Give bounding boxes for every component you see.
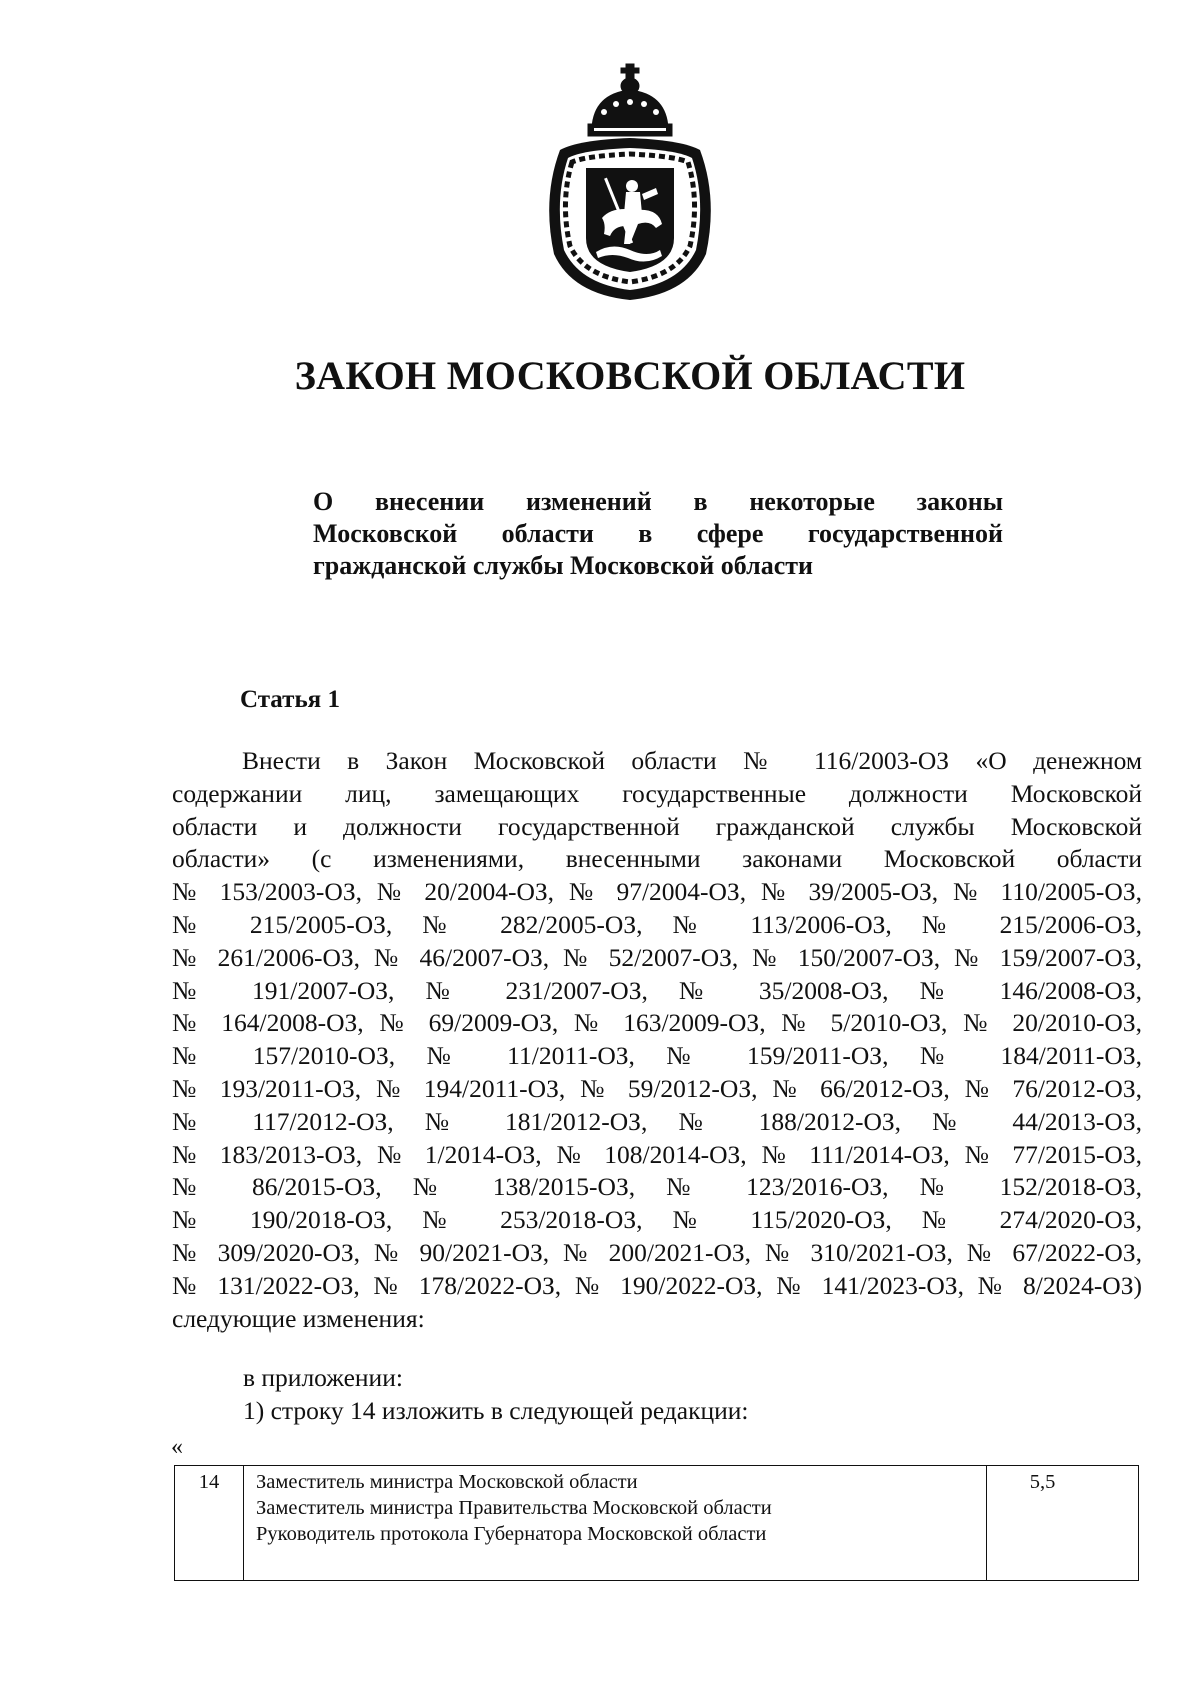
position-line: Руководитель протокола Губернатора Московской области [256,1523,767,1545]
body-line: № 190/2018-ОЗ, № 253/2018-ОЗ, № 115/2020-ОЗ, № 274/2020-ОЗ, [172,1205,1142,1235]
subtitle-line: гражданской службы Московской области [313,551,813,580]
amendment-item-1: 1) строку 14 изложить в следующей редакции: [243,1396,749,1425]
moscow-oblast-coat-of-arms-icon [532,58,728,304]
appendix-intro: в приложении: [243,1363,403,1392]
table-row [175,1466,1139,1581]
position-cell [244,1466,987,1581]
body-line: следующие изменения: [172,1303,425,1333]
amendment-table [174,1465,1139,1581]
document-title: ЗАКОН МОСКОВСКОЙ ОБЛАСТИ [294,353,966,398]
body-line: № 153/2003-ОЗ, № 20/2004-ОЗ, № 97/2004-ОЗ, № 39/2005-ОЗ, № 110/2005-ОЗ, [172,877,1142,907]
body-line: области и должности государственной гражданской службы Московской [172,811,1142,841]
body-line: области» (с изменениями, внесенными законами Московской области [172,844,1142,874]
body-line: № 215/2005-ОЗ, № 282/2005-ОЗ, № 113/2006-ОЗ, № 215/2006-ОЗ, [172,909,1142,939]
row-number-cell: 14 [175,1466,244,1581]
value-cell: 5,5 [987,1466,1139,1581]
document-subtitle [313,486,1003,582]
body-line: № 183/2013-ОЗ, № 1/2014-ОЗ, № 108/2014-ОЗ, № 111/2014-ОЗ, № 77/2015-ОЗ, [172,1139,1142,1169]
body-line: № 191/2007-ОЗ, № 231/2007-ОЗ, № 35/2008-ОЗ, № 146/2008-ОЗ, [172,975,1142,1005]
body-line: содержании лиц, замещающих государственные должности Московской [172,778,1142,808]
article-heading: Статья 1 [240,686,340,713]
opening-quote: « [171,1434,183,1460]
body-line: № 164/2008-ОЗ, № 69/2009-ОЗ, № 163/2009-ОЗ, № 5/2010-ОЗ, № 20/2010-ОЗ, [172,1008,1142,1038]
body-line: № 131/2022-ОЗ, № 178/2022-ОЗ, № 190/2022-ОЗ, № 141/2023-ОЗ, № 8/2024-ОЗ) [172,1270,1142,1300]
position-line: Заместитель министра Московской области [256,1471,638,1493]
body-line: Внести в Закон Московской области № 116/2003-ОЗ «О денежном [242,746,1142,775]
body-line: № 117/2012-ОЗ, № 181/2012-ОЗ, № 188/2012-ОЗ, № 44/2013-ОЗ, [172,1106,1142,1136]
body-line: № 261/2006-ОЗ, № 46/2007-ОЗ, № 52/2007-ОЗ, № 150/2007-ОЗ, № 159/2007-ОЗ, [172,942,1142,972]
body-line: № 193/2011-ОЗ, № 194/2011-ОЗ, № 59/2012-ОЗ, № 66/2012-ОЗ, № 76/2012-ОЗ, [172,1073,1142,1103]
article-body [172,745,1142,1335]
body-line: № 86/2015-ОЗ, № 138/2015-ОЗ, № 123/2016-ОЗ, № 152/2018-ОЗ, [172,1172,1142,1202]
body-line: № 309/2020-ОЗ, № 90/2021-ОЗ, № 200/2021-ОЗ, № 310/2021-ОЗ, № 67/2022-ОЗ, [172,1237,1142,1267]
body-line: № 157/2010-ОЗ, № 11/2011-ОЗ, № 159/2011-ОЗ, № 184/2011-ОЗ, [172,1041,1142,1071]
subtitle-line: Московской области в сфере государственной [313,519,1003,548]
subtitle-line: О внесении изменений в некоторые законы [313,487,1003,516]
position-line: Заместитель министра Правительства Московской области [256,1497,772,1519]
